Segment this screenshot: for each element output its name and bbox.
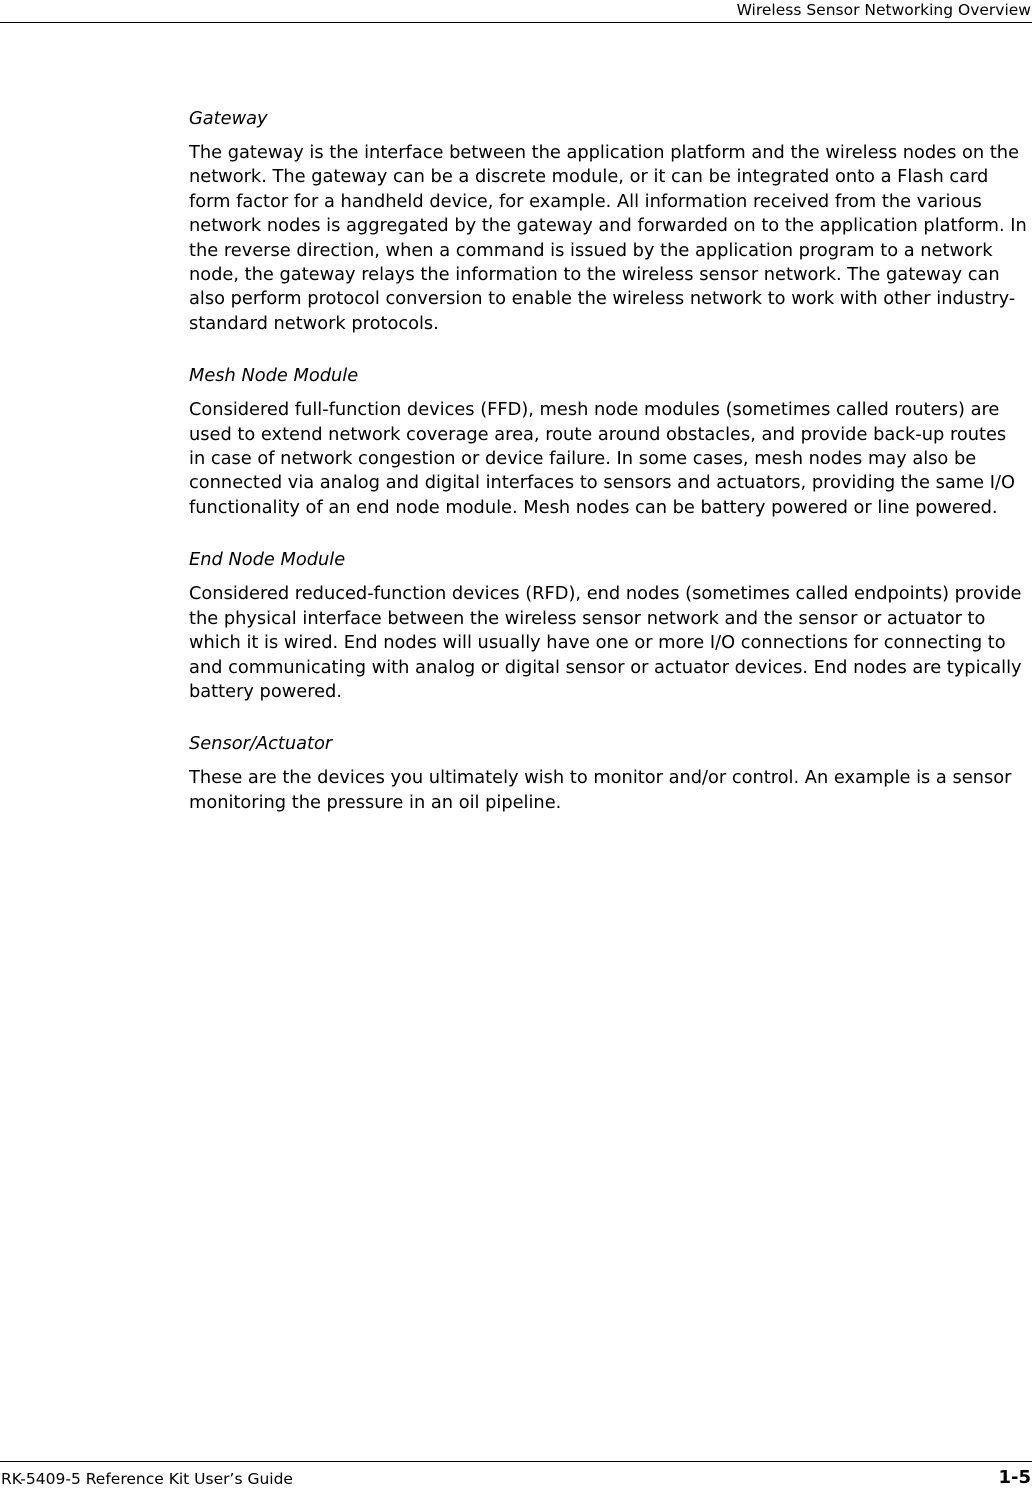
running-footer: [0, 1461, 1032, 1494]
page-body: [189, 107, 1027, 843]
section-mesh-node-module: [189, 364, 1027, 520]
section-heading-sensor-actuator: Sensor/Actuator: [189, 733, 333, 755]
section-sensor-actuator: [189, 732, 1027, 815]
running-header: [0, 0, 1032, 23]
section-heading-mesh-node-module: Mesh Node Module: [189, 365, 359, 387]
section-paragraph-gateway: The gateway is the interface between the application platform and the wireless nodes on the network. The gateway can be a discrete module, or it can be integrated onto a Flash card form factor for a handheld device, for example. All information received from the various network nodes is aggregated by the gateway and forwarded on to the application platform. In the reverse direction, when a command is issued by the application program to a network node, the gateway relays the information to the wireless sensor network. The gateway can also perform protocol conversion to enable the wireless network to work with other industry-standard network protocols.: [189, 142, 1027, 334]
section-heading-end-node-module: End Node Module: [189, 549, 346, 571]
section-paragraph-end-node-module: Considered reduced-function devices (RFD), end nodes (sometimes called endpoints) provide the physical interface between the wireless sensor network and the sensor or actuator to which it is wired. End nodes will usually have one or more I/O connections for connecting to and communicating with analog or digital sensor or actuator devices. End nodes are typically battery powered.: [189, 583, 1022, 702]
section-gateway: [189, 107, 1027, 336]
section-paragraph-mesh-node-module: Considered full-function devices (FFD), mesh node modules (sometimes called routers) are used to extend network coverage area, route around obstacles, and provide back-up routes in case of network congestion or device failure. In some cases, mesh nodes may also be connected via analog and digital interfaces to sensors and actuators, providing the same I/O functionality of an end node module. Mesh nodes can be battery powered or line powered.: [189, 399, 1015, 518]
section-heading-gateway: Gateway: [189, 108, 268, 129]
running-header-title: Wireless Sensor Networking Overview: [736, 1, 1031, 19]
section-paragraph-sensor-actuator: These are the devices you ultimately wish to monitor and/or control. An example is a sensor monitoring the pressure in an oil pipeline.: [189, 767, 1012, 813]
section-end-node-module: [189, 548, 1027, 704]
page-number: 1-5: [998, 1467, 1031, 1488]
footer-guide-title: RK-5409-5 Reference Kit User’s Guide: [1, 1470, 293, 1488]
